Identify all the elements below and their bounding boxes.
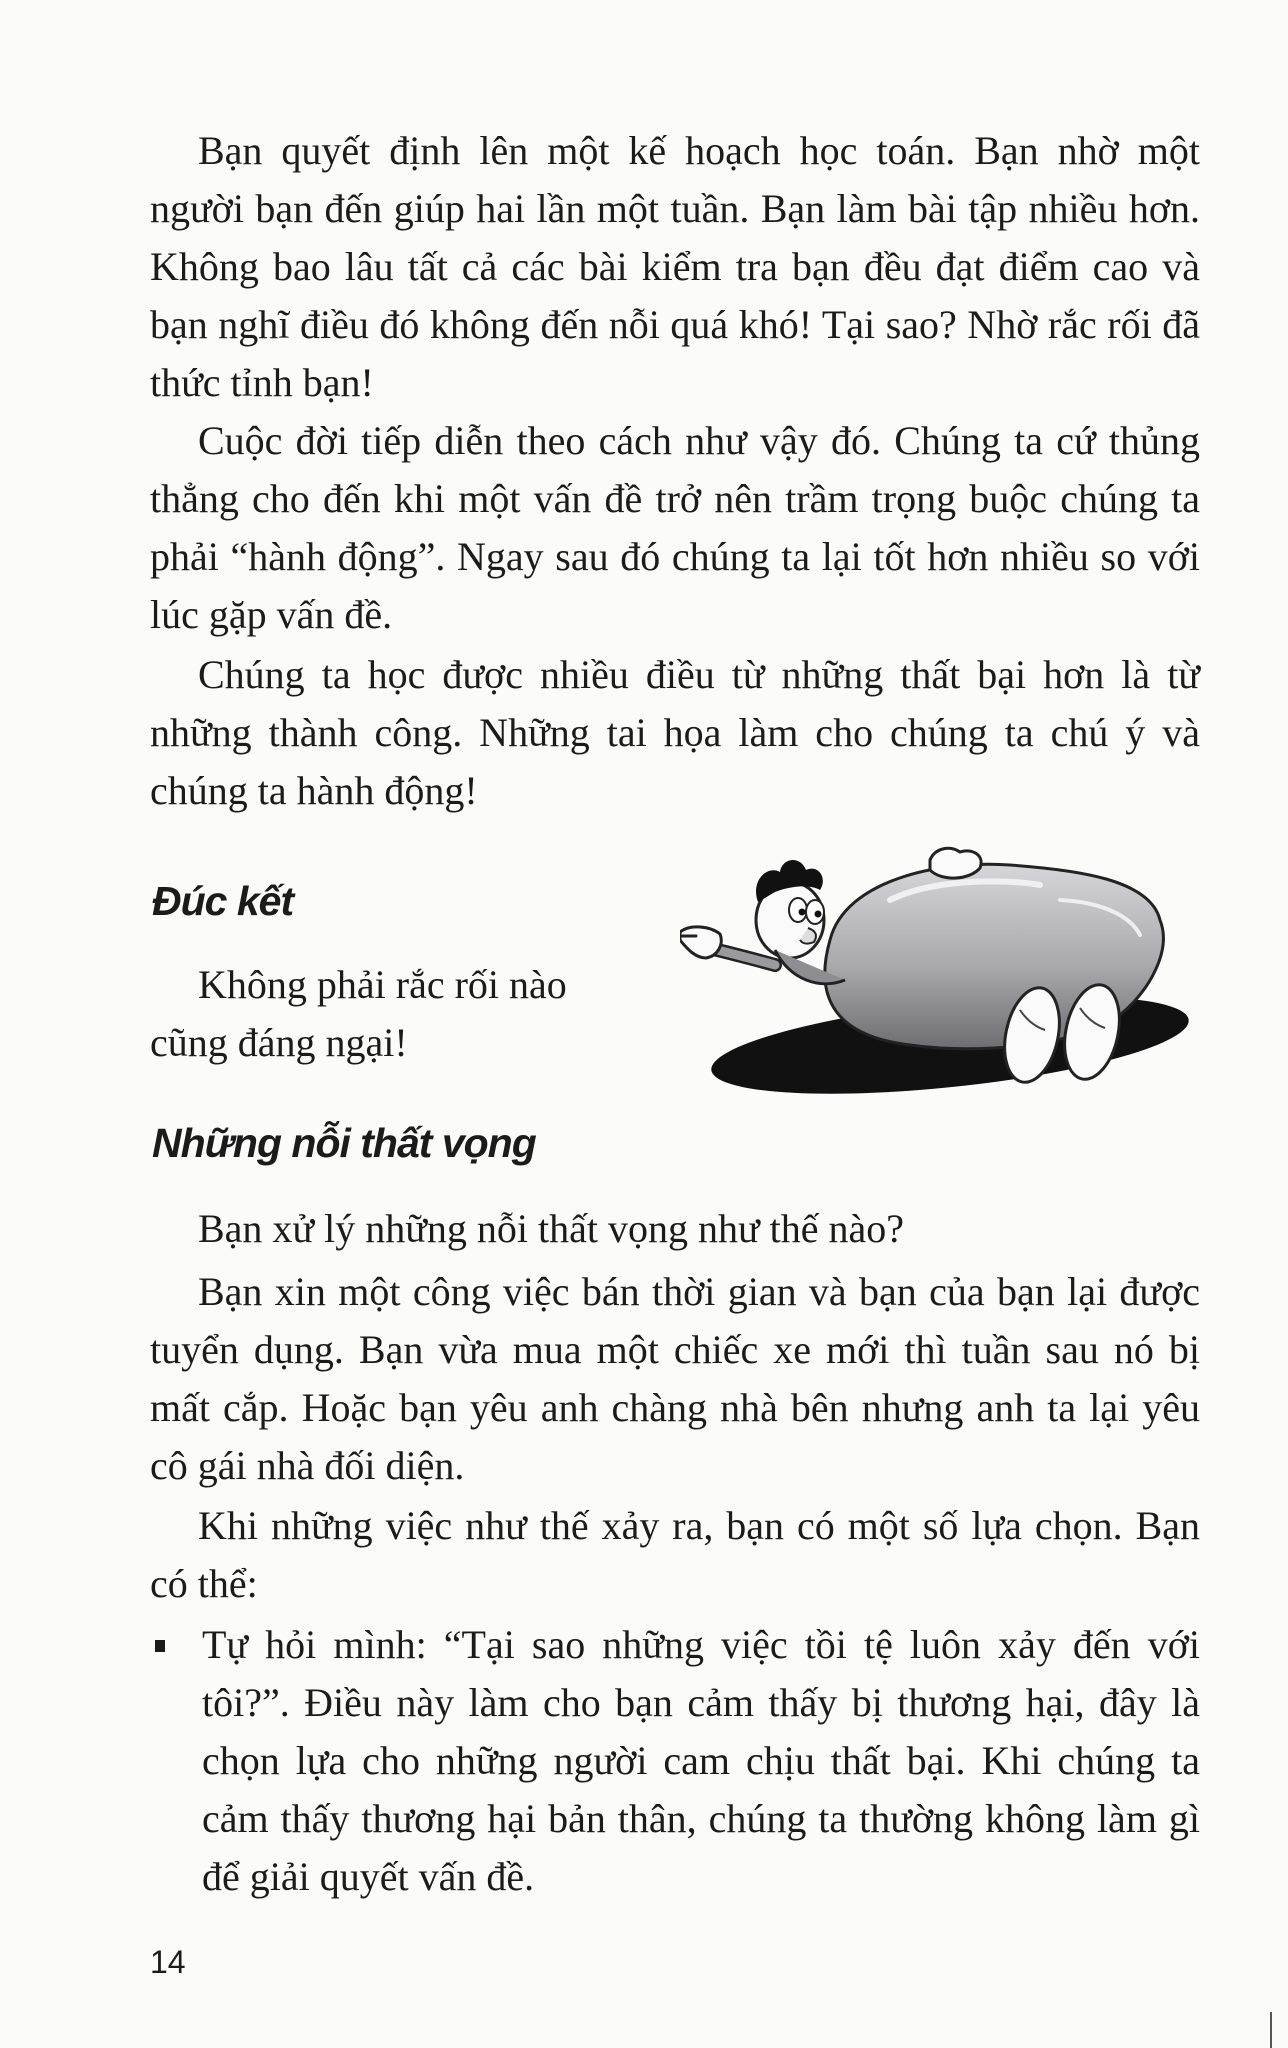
paragraph-choices: Khi những việc như thế xảy ra, bạn có một số lựa chọn. Bạn có thể: <box>150 1503 1200 1606</box>
bullet-text: Tự hỏi mình: “Tại sao những việc tồi tệ luôn xảy đến với tôi?”. Điều này làm cho bạn cảm thấy bị thương hại, đây là chọn lựa cho những người cam chịu thất bại. Khi chúng ta cảm thấy thương hại bản thân, chúng ta thường không làm gì để giải quyết vấn đề. <box>202 1622 1200 1899</box>
paragraph-learn-from-failure: Chúng ta học được nhiều điều từ những thất bại hơn là từ những thành công. Những tai họa làm cho chúng ta chú ý và chúng ta hành động! <box>150 652 1200 813</box>
page-edge-mark <box>1270 2012 1272 2048</box>
paragraph-life-goes-on: Cuộc đời tiếp diễn theo cách như vậy đó. Chúng ta cứ thủng thẳng cho đến khi một vấn đề trở nên trầm trọng buộc chúng ta phải “hành động”. Ngay sau đó chúng ta lại tốt hơn nhiều so với lúc gặp vấn đề. <box>150 418 1200 637</box>
paragraph-question: Bạn xử lý những nỗi thất vọng như thế nào? <box>198 1206 905 1251</box>
paragraph-examples: Bạn xin một công việc bán thời gian và bạn của bạn lại được tuyển dụng. Bạn vừa mua một chiếc xe mới thì tuần sau nó bị mất cắp. Hoặc bạn yêu anh chàng nhà bên nhưng anh ta lại yêu cô gái nhà đối diện. <box>150 1269 1200 1488</box>
cartoon-man-under-boulder-icon <box>680 840 1220 1130</box>
paragraph-math-plan: Bạn quyết định lên một kế hoạch học toán. Bạn nhờ một người bạn đến giúp hai lần một tuần. Bạn làm bài tập nhiều hơn. Không bao lâu tất cả các bài kiểm tra bạn đều đạt điểm cao và bạn nghĩ điều đó không đến nỗi quá khó! Tại sao? Nhờ rắc rối đã thức tỉnh bạn! <box>150 128 1200 405</box>
section-heading-disappointments: Những nỗi thất vọng <box>152 1120 536 1166</box>
bullet-self-pity <box>202 1616 1200 1906</box>
summary-heading: Đúc kết <box>152 878 294 924</box>
page-number: 14 <box>150 1944 186 1980</box>
bullet-marker <box>155 1640 165 1652</box>
summary-text: Không phải rắc rối nào cũng đáng ngại! <box>150 962 567 1065</box>
